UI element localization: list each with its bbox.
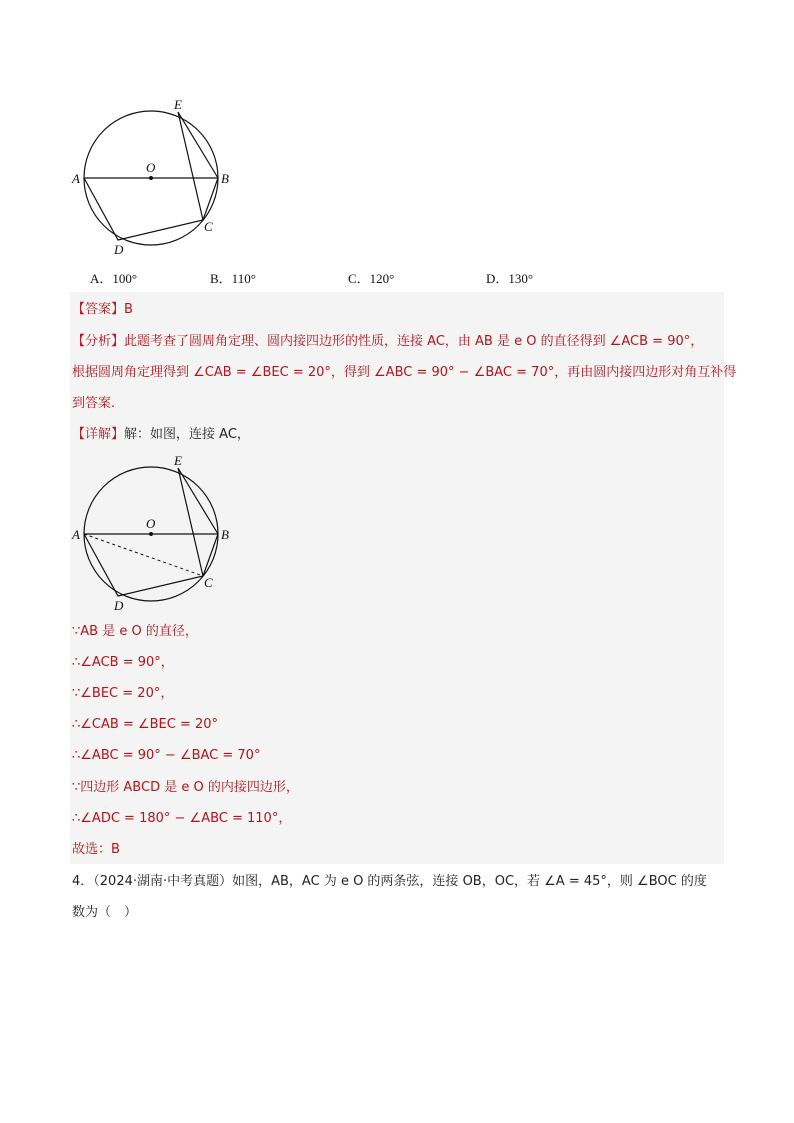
step-6: ∵四边形 ABCD 是 e O 的内接四边形， xyxy=(72,780,299,795)
step-8: 故选：B xyxy=(72,842,120,857)
label-b: B xyxy=(221,171,229,186)
step-5: ∴∠ABC = 90° − ∠BAC = 70° xyxy=(72,748,261,763)
step-1: ∵AB 是 e O 的直径， xyxy=(72,624,198,639)
quadrilateral-abcd xyxy=(84,178,218,240)
analysis-line-1 xyxy=(72,332,703,352)
circle-figure-bottom xyxy=(70,448,240,618)
label-d: D xyxy=(114,242,124,257)
dashed-chord-ac xyxy=(84,534,203,576)
label-o: O xyxy=(146,516,156,531)
analysis-line-3: 到答案. xyxy=(72,396,116,411)
label-a: A xyxy=(72,171,80,186)
quadrilateral-abcd xyxy=(84,534,218,596)
answer-value: B xyxy=(124,302,133,317)
label-d: D xyxy=(114,598,124,613)
answer-line xyxy=(72,300,133,320)
choice-d: D．130° xyxy=(486,271,534,286)
step-2: ∴∠ACB = 90°， xyxy=(72,655,174,670)
choice-a: A．100° xyxy=(90,271,138,286)
choice-b: B．110° xyxy=(210,271,256,286)
label-c: C xyxy=(204,575,213,590)
analysis-line-2: 根据圆周角定理得到 ∠CAB = ∠BEC = 20°，得到 ∠ABC = 90° − ∠BAC = 70°，再由圆内接四边形对角互补得 xyxy=(72,365,737,380)
label-b: B xyxy=(221,527,229,542)
label-a: A xyxy=(72,527,80,542)
circle-figure-top xyxy=(70,92,240,262)
label-e: E xyxy=(174,453,182,468)
triangle-bec xyxy=(178,112,218,220)
label-o: O xyxy=(146,160,156,175)
step-4: ∴∠CAB = ∠BEC = 20° xyxy=(72,717,219,732)
analysis-text-1: 此题考查了圆周角定理、圆内接四边形的性质，连接 AC，由 AB 是 e O 的直径得到 ∠ACB = 90°， xyxy=(124,334,704,349)
question-4-line-1: 4．（2024·湖南·中考真题）如图，AB，AC 为 e O 的两条弦，连接 OB，OC，若 ∠A = 45°，则 ∠BOC 的度 xyxy=(72,874,707,889)
detail-intro: 解：如图，连接 AC， xyxy=(124,427,250,442)
label-c: C xyxy=(204,219,213,234)
detail-line xyxy=(72,425,250,445)
analysis-tag: 【分析】 xyxy=(72,334,125,349)
answer-tag: 【答案】 xyxy=(72,302,125,317)
question-4-line-2: 数为（ ） xyxy=(72,905,138,920)
detail-tag: 【详解】 xyxy=(72,427,125,442)
triangle-bec xyxy=(178,468,218,576)
choice-c: C．120° xyxy=(348,271,395,286)
center-point xyxy=(149,532,153,536)
label-e: E xyxy=(174,97,182,112)
step-7: ∴∠ADC = 180° − ∠ABC = 110°， xyxy=(72,811,292,826)
step-3: ∵∠BEC = 20°， xyxy=(72,686,174,701)
center-point xyxy=(149,176,153,180)
